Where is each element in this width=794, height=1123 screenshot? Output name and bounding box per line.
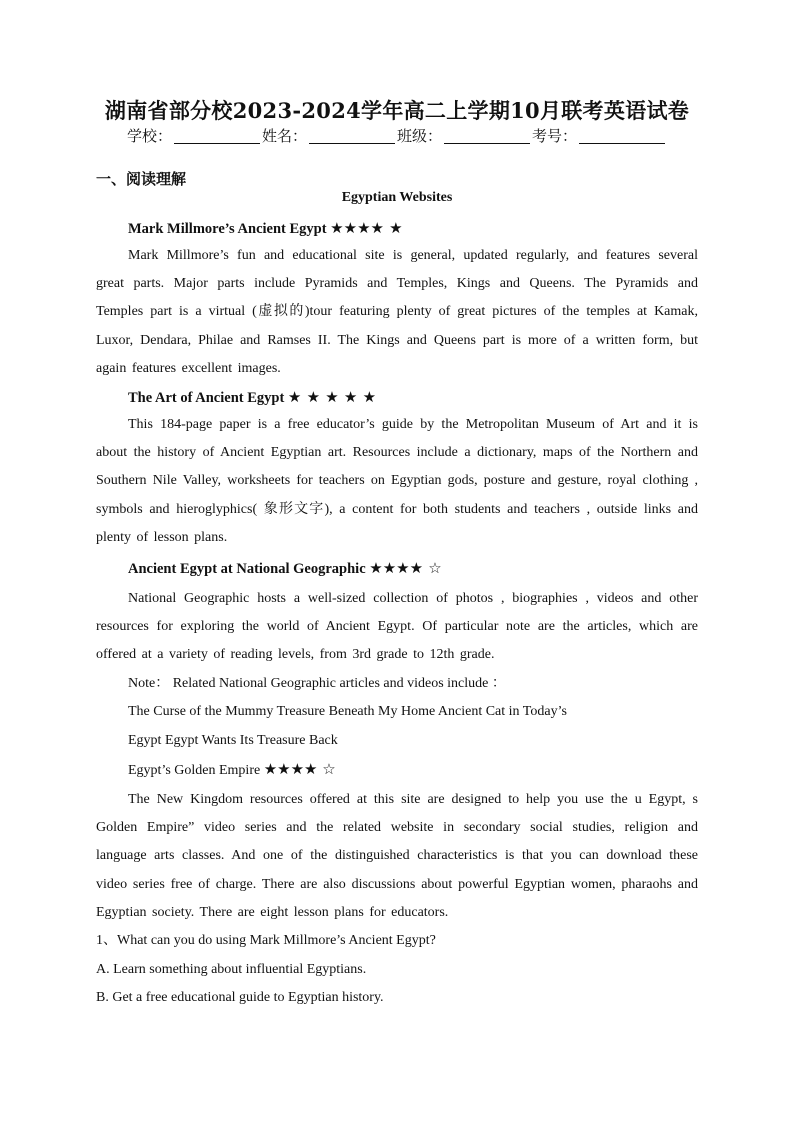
- note-line: Note： Related National Geographic articles and videos include ：: [128, 675, 506, 691]
- number-blank[interactable]: [579, 129, 665, 144]
- site-paragraph-3: National Geographic hosts a well-sized collection of photos , biographies , videos and other resources for exploring the world of Ancient Egypt. Of particular note are the articles, which are offered at a variety of reading levels, from 3rd grade to 12th grade.: [96, 591, 698, 663]
- rating-stars-4: ★★★★ ☆: [263, 760, 336, 779]
- name-label: 姓名：: [261, 127, 307, 145]
- number-label: 考号：: [532, 127, 578, 145]
- option-b[interactable]: B. Get a free educational guide to Egyptian history.: [96, 990, 384, 1006]
- related-line-1: The Curse of the Mummy Treasure Beneath My Home Ancient Cat in Today’s: [128, 704, 567, 720]
- related-line-3: [96, 755, 698, 786]
- school-blank[interactable]: [174, 129, 260, 144]
- article-body: [96, 214, 698, 1013]
- rating-stars-2: ★ ★ ★ ★ ★: [287, 388, 377, 407]
- article-title: Egyptian Websites: [341, 190, 453, 205]
- rating-stars-3: ★★★★ ☆: [369, 559, 442, 578]
- rating-stars-1: ★★★★ ★: [330, 219, 403, 237]
- site-heading-3-text: Ancient Egypt at National Geographic: [128, 561, 366, 578]
- site-paragraph-4: The New Kingdom resources offered at this site are designed to help you use the u Egypt, s Golden Empire” video series and the related website in secondary social studies, religion and language arts classes. And one of the distinguished characteristics is that you can download these video series free of charge. There are also discussions about powerful Egyptian women, pharaohs and Egyptian society. There are eight lesson plans for educators.: [96, 792, 698, 920]
- site-heading-3: [96, 554, 698, 582]
- option-a[interactable]: A. Learn something about influential Egyptians.: [96, 961, 367, 977]
- related-line-2: Egypt Egypt Wants Its Treasure Back: [128, 732, 338, 748]
- name-blank[interactable]: [309, 129, 395, 144]
- class-blank[interactable]: [444, 129, 530, 144]
- section-title: 一、阅读理解: [96, 170, 187, 188]
- exam-title: 湖南省部分校2023-2024学年高二上学期10月联考英语试卷: [104, 98, 690, 123]
- school-label: 学校：: [126, 127, 172, 145]
- question-stem: 1、What can you do using Mark Millmore’s Ancient Egypt?: [96, 933, 436, 949]
- site-heading-2-text: The Art of Ancient Egypt: [128, 390, 285, 407]
- site-heading-2: [96, 383, 698, 411]
- site-paragraph-2: This 184-page paper is a free educator’s guide by the Metropolitan Museum of Art and it is about the history of Ancient Egyptian art. Resources include a dictionary, maps of the Northern and Southern Nile Valley, worksheets for teachers on Egyptian gods, posture and gesture, royal clothing , symbols and hieroglyphics( 象形文字), a content for both students and teachers , outside links and plenty of lesson plans.: [96, 417, 698, 545]
- class-label: 班级：: [397, 127, 443, 145]
- site-heading-1: [96, 214, 698, 242]
- student-info-line: [0, 125, 794, 146]
- site-paragraph-1: Mark Millmore’s fun and educational site is general, updated regularly, and features several great parts. Major parts include Pyramids and Temples, Kings and Queens. The Pyramids and Temples part is a virtual (虚拟的)tour featuring plenty of great pictures of the temples at Kamak, Luxor, Dendara, Philae and Ramses II. The Kings and Queens part is more of a written form, but again features excellent images.: [96, 248, 698, 376]
- related-line-3-text: Egypt’s Golden Empire: [128, 763, 261, 779]
- site-heading-1-text: Mark Millmore’s Ancient Egypt: [128, 221, 327, 237]
